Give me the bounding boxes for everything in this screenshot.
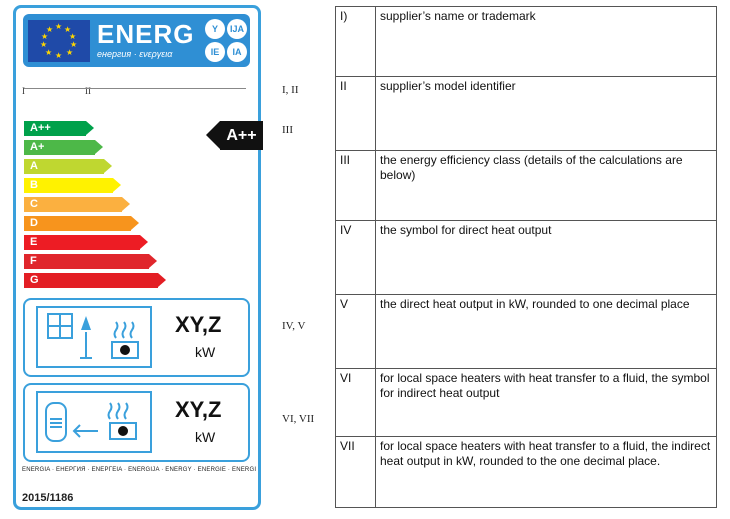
indirect-heat-symbol: [36, 391, 152, 453]
table-row: [336, 221, 717, 295]
bar-tip-icon: [149, 254, 157, 268]
efficiency-bar-label: A+: [30, 141, 45, 153]
efficiency-bar: [24, 178, 113, 193]
direct-heat-symbol: [36, 306, 152, 368]
energy-label: [13, 5, 261, 510]
bar-tip-icon: [158, 273, 166, 287]
bar-tip-icon: [122, 197, 130, 211]
info-marker-i: I: [22, 86, 25, 96]
row-text: for local space heaters with heat transfer to a fluid, the indirect heat output in kW, rounded to the one decimal place.: [376, 437, 717, 508]
direct-output-unit: kW: [195, 344, 216, 360]
efficiency-bar: [24, 254, 149, 269]
bar-tip-icon: [131, 216, 139, 230]
bar-tip-icon: [140, 235, 148, 249]
eu-flag-icon: ★ ★ ★ ★ ★ ★ ★ ★ ★ ★: [28, 20, 90, 62]
table-row: [336, 7, 717, 77]
indirect-heat-box: [23, 383, 250, 462]
efficiency-bar-label: E: [30, 236, 38, 248]
info-marker-ii: II: [85, 86, 91, 96]
table-row: [336, 295, 717, 369]
regulation-number: 2015/1186: [22, 492, 74, 504]
efficiency-bar-label: A++: [30, 122, 51, 134]
footer-languages: ENERGIA · ЕНЕРГИЯ · ENEPΓEIA · ENERGIJA · ENERGY · ENERGIE · ENERGI: [22, 467, 257, 473]
efficiency-bar: [24, 121, 86, 136]
row-text: the symbol for direct heat output: [376, 221, 717, 295]
row-number: II: [336, 77, 376, 151]
row-text: the energy efficiency class (details of the calculations are below): [376, 151, 717, 221]
table-row: [336, 437, 717, 508]
bar-tip-icon: [113, 178, 121, 192]
row-number: V: [336, 295, 376, 369]
supplier-info-line: [24, 88, 246, 89]
row-text: the direct heat output in kW, rounded to one decimal place: [376, 295, 717, 369]
efficiency-bar: [24, 273, 158, 288]
lang-code-ia: IA: [227, 42, 247, 62]
row-number: IV: [336, 221, 376, 295]
efficiency-bar: [24, 159, 104, 174]
efficiency-bar-label: F: [30, 255, 37, 267]
class-arrow-head-icon: [206, 121, 220, 149]
efficiency-bar-label: D: [30, 217, 38, 229]
efficiency-bar: [24, 140, 95, 155]
row-number: VI: [336, 369, 376, 437]
table-row: [336, 151, 717, 221]
side-label-iii: III: [282, 124, 293, 136]
room-heater-icon: [38, 308, 150, 366]
bar-tip-icon: [95, 140, 103, 154]
efficiency-bar: [24, 197, 122, 212]
row-text: for local space heaters with heat transfer to a fluid, the symbol for indirect heat output: [376, 369, 717, 437]
efficiency-bar-label: A: [30, 160, 38, 172]
water-tank-heater-icon: [38, 393, 150, 451]
side-label-vi-vii: VI, VII: [282, 413, 315, 425]
direct-output-value: XY,Z: [175, 312, 222, 337]
table-row: [336, 369, 717, 437]
row-number: VII: [336, 437, 376, 508]
lang-code-y: Y: [205, 19, 225, 39]
side-label-iv-v: IV, V: [282, 320, 306, 332]
row-text: supplier’s model identifier: [376, 77, 717, 151]
lang-code-ija: IJA: [227, 19, 247, 39]
lang-code-ie: IE: [205, 42, 225, 62]
efficiency-bar-label: G: [30, 274, 39, 286]
current-class-label: A++: [220, 121, 263, 150]
efficiency-bar: [24, 216, 131, 231]
energy-title: ENERG: [97, 19, 195, 49]
bar-tip-icon: [86, 121, 94, 135]
indirect-output-unit: kW: [195, 429, 216, 445]
efficiency-bar-label: B: [30, 179, 38, 191]
energy-subtitle: енергия · ενεργεια: [97, 49, 173, 59]
table-row: [336, 77, 717, 151]
direct-heat-box: [23, 298, 250, 377]
label-header: [23, 14, 250, 67]
row-text: supplier’s name or trademark: [376, 7, 717, 77]
side-label-i-ii: I, II: [282, 84, 299, 96]
efficiency-bar-label: C: [30, 198, 38, 210]
efficiency-bar: [24, 235, 140, 250]
indirect-output-value: XY,Z: [175, 397, 222, 422]
definitions-table: [335, 6, 717, 508]
row-number: I): [336, 7, 376, 77]
current-class-indicator: [206, 121, 263, 150]
row-number: III: [336, 151, 376, 221]
bar-tip-icon: [104, 159, 112, 173]
